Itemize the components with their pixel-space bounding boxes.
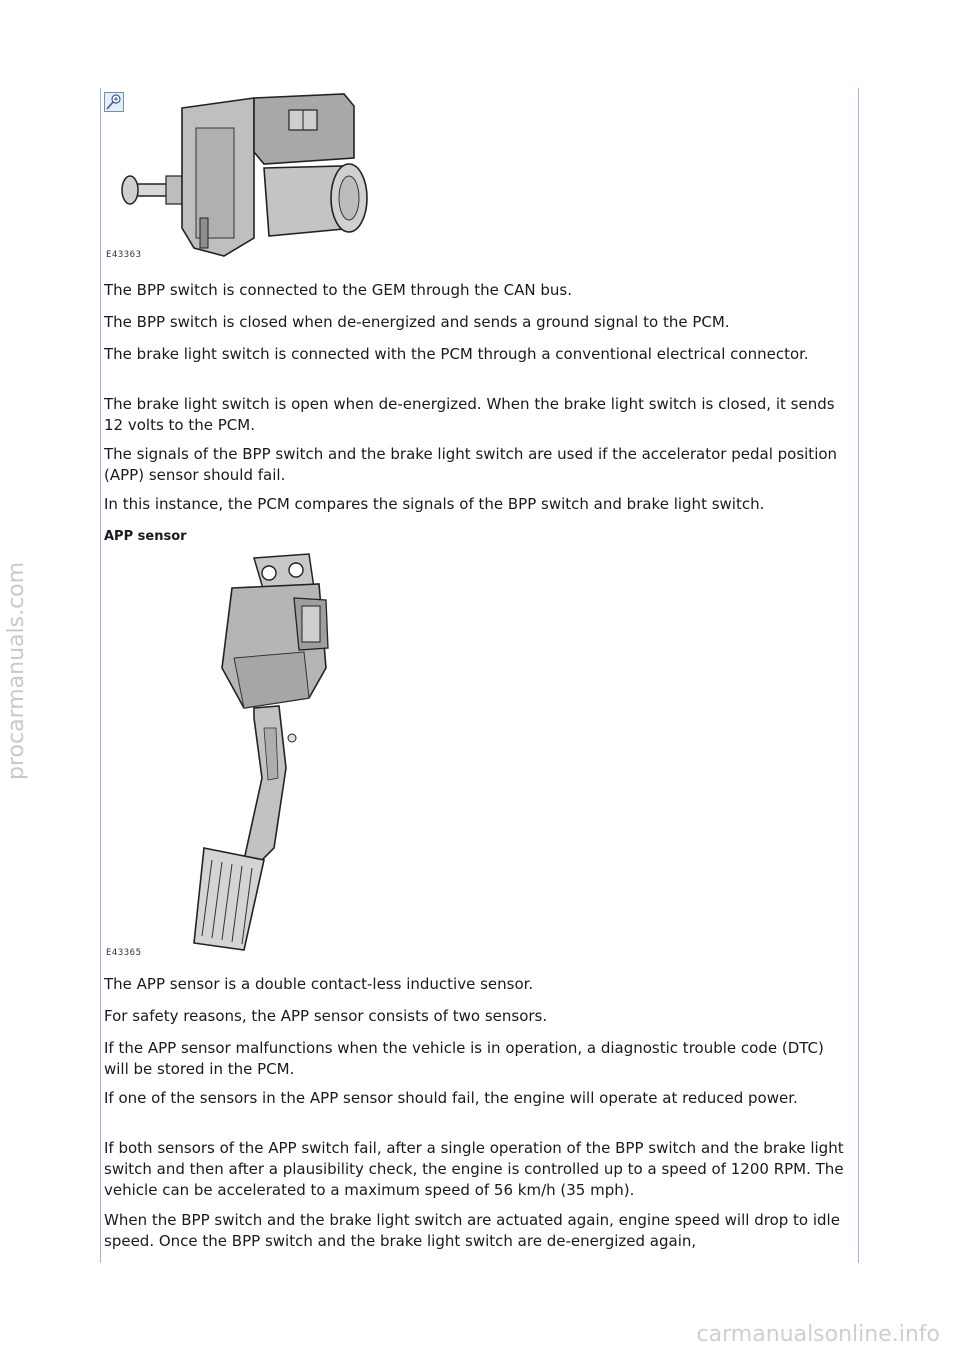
paragraph-3: The brake light switch is connected with the PCM through a conventional electrical connector. <box>104 345 809 363</box>
paragraph-7: The APP sensor is a double contact-less inductive sensor. <box>104 975 534 993</box>
paragraph-12: When the BPP switch and the brake light switch are actuated again, engine speed will drop to idle speed. Once the BPP switch and the brake light switch are de-energized again, <box>104 1211 840 1250</box>
paragraph-11: If both sensors of the APP switch fail, after a single operation of the BPP switch and the brake light switch and then after a plausibility check, the engine is controlled up to a speed of 1200 RPM. The vehicle can be accelerated to a maximum speed of 56 km/h (35 mph). <box>104 1139 844 1199</box>
paragraph-8: For safety reasons, the APP sensor consists of two sensors. <box>104 1007 548 1025</box>
paragraph-6: In this instance, the PCM compares the signals of the BPP switch and brake light switch. <box>104 495 765 513</box>
paragraph-1: The BPP switch is connected to the GEM through the CAN bus. <box>104 281 572 299</box>
paragraph-10: If one of the sensors in the APP sensor should fail, the engine will operate at reduced power. <box>104 1089 798 1107</box>
paragraph-2: The BPP switch is closed when de-energized and sends a ground signal to the PCM. <box>104 313 730 331</box>
watermark-side: procarmanuals.com <box>4 561 29 780</box>
section-heading-app-sensor: APP sensor <box>104 529 187 544</box>
bpp-switch-illustration <box>104 88 374 264</box>
figure-label-bpp: E43363 <box>106 250 142 260</box>
paragraph-5: The signals of the BPP switch and the brake light switch are used if the accelerator pedal position (APP) sensor should fail. <box>104 445 838 484</box>
right-border-rule <box>858 88 859 1263</box>
zoom-in-icon[interactable] <box>104 92 124 112</box>
watermark-bottom: carmanualsonline.info <box>696 1322 940 1347</box>
app-sensor-pedal-illustration <box>104 548 344 960</box>
paragraph-9: If the APP sensor malfunctions when the vehicle is in operation, a diagnostic trouble code (DTC) will be stored in the PCM. <box>104 1039 824 1078</box>
paragraph-4: The brake light switch is open when de-energized. When the brake light switch is closed, it sends 12 volts to the PCM. <box>104 395 835 434</box>
left-border-rule <box>100 88 101 1263</box>
figure-label-app: E43365 <box>106 948 142 958</box>
